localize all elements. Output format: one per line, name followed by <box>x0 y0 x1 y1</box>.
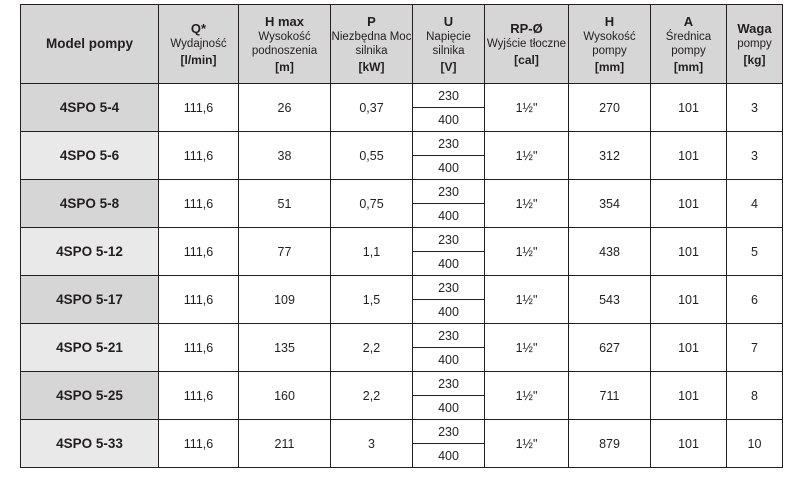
cell-hmax: 77 <box>239 228 331 276</box>
header-row <box>21 5 783 84</box>
column-header-u: U Napięcie silnika [V] <box>413 5 485 84</box>
column-header-q: Q* Wydajność [l/min] <box>159 5 239 84</box>
cell-voltage-400: 400 <box>413 108 485 132</box>
cell-model: 4SPO 5-8 <box>21 180 159 228</box>
cell-voltage-230: 230 <box>413 132 485 156</box>
table-row <box>21 228 783 252</box>
cell-hmax: 26 <box>239 84 331 132</box>
cell-p: 0,55 <box>331 132 413 180</box>
cell-rp: 1½" <box>485 228 569 276</box>
pump-specification-table <box>20 4 783 468</box>
cell-waga: 3 <box>727 84 783 132</box>
cell-h: 270 <box>569 84 651 132</box>
cell-q: 111,6 <box>159 180 239 228</box>
cell-rp: 1½" <box>485 132 569 180</box>
table-row <box>21 84 783 108</box>
table-row <box>21 276 783 300</box>
cell-voltage-400: 400 <box>413 444 485 468</box>
column-header-rp: RP-Ø Wyjście tłoczne [cal] <box>485 5 569 84</box>
table-header <box>21 5 783 84</box>
cell-p: 0,37 <box>331 84 413 132</box>
cell-hmax: 109 <box>239 276 331 324</box>
cell-waga: 7 <box>727 324 783 372</box>
cell-a: 101 <box>651 84 727 132</box>
cell-p: 3 <box>331 420 413 468</box>
cell-q: 111,6 <box>159 324 239 372</box>
cell-model: 4SPO 5-25 <box>21 372 159 420</box>
cell-p: 0,75 <box>331 180 413 228</box>
cell-voltage-400: 400 <box>413 300 485 324</box>
cell-h: 711 <box>569 372 651 420</box>
cell-a: 101 <box>651 372 727 420</box>
column-header-a: A Średnica pompy [mm] <box>651 5 727 84</box>
cell-voltage-230: 230 <box>413 84 485 108</box>
cell-hmax: 51 <box>239 180 331 228</box>
cell-voltage-400: 400 <box>413 348 485 372</box>
cell-voltage-400: 400 <box>413 204 485 228</box>
cell-waga: 6 <box>727 276 783 324</box>
cell-model: 4SPO 5-6 <box>21 132 159 180</box>
cell-model: 4SPO 5-17 <box>21 276 159 324</box>
cell-q: 111,6 <box>159 276 239 324</box>
column-header-p: P Niezbędna Moc silnika [kW] <box>331 5 413 84</box>
cell-waga: 3 <box>727 132 783 180</box>
cell-voltage-400: 400 <box>413 156 485 180</box>
table-row <box>21 180 783 204</box>
cell-q: 111,6 <box>159 84 239 132</box>
cell-hmax: 211 <box>239 420 331 468</box>
cell-rp: 1½" <box>485 420 569 468</box>
cell-model: 4SPO 5-33 <box>21 420 159 468</box>
column-header-model: Model pompy <box>21 5 159 84</box>
table-row <box>21 132 783 156</box>
cell-h: 627 <box>569 324 651 372</box>
cell-p: 2,2 <box>331 324 413 372</box>
cell-rp: 1½" <box>485 276 569 324</box>
cell-voltage-230: 230 <box>413 420 485 444</box>
cell-rp: 1½" <box>485 180 569 228</box>
cell-a: 101 <box>651 132 727 180</box>
table-row <box>21 324 783 348</box>
column-header-waga: Waga pompy [kg] <box>727 5 783 84</box>
cell-waga: 4 <box>727 180 783 228</box>
cell-p: 1,5 <box>331 276 413 324</box>
cell-rp: 1½" <box>485 372 569 420</box>
cell-hmax: 135 <box>239 324 331 372</box>
cell-waga: 10 <box>727 420 783 468</box>
cell-q: 111,6 <box>159 420 239 468</box>
cell-model: 4SPO 5-4 <box>21 84 159 132</box>
cell-a: 101 <box>651 180 727 228</box>
cell-model: 4SPO 5-21 <box>21 324 159 372</box>
cell-h: 354 <box>569 180 651 228</box>
column-header-hmax: H max Wysokość podnoszenia [m] <box>239 5 331 84</box>
page-root <box>0 4 802 477</box>
cell-a: 101 <box>651 228 727 276</box>
cell-voltage-400: 400 <box>413 252 485 276</box>
cell-q: 111,6 <box>159 228 239 276</box>
cell-waga: 8 <box>727 372 783 420</box>
cell-voltage-230: 230 <box>413 276 485 300</box>
cell-a: 101 <box>651 324 727 372</box>
cell-voltage-230: 230 <box>413 180 485 204</box>
cell-h: 438 <box>569 228 651 276</box>
column-header-h: H Wysokość pompy [mm] <box>569 5 651 84</box>
table-body <box>21 84 783 468</box>
cell-voltage-230: 230 <box>413 228 485 252</box>
cell-h: 543 <box>569 276 651 324</box>
table-row <box>21 420 783 444</box>
cell-q: 111,6 <box>159 132 239 180</box>
cell-a: 101 <box>651 420 727 468</box>
cell-hmax: 38 <box>239 132 331 180</box>
cell-p: 1,1 <box>331 228 413 276</box>
cell-hmax: 160 <box>239 372 331 420</box>
cell-h: 312 <box>569 132 651 180</box>
cell-voltage-230: 230 <box>413 372 485 396</box>
cell-waga: 5 <box>727 228 783 276</box>
cell-q: 111,6 <box>159 372 239 420</box>
table-row <box>21 372 783 396</box>
cell-h: 879 <box>569 420 651 468</box>
cell-rp: 1½" <box>485 324 569 372</box>
cell-a: 101 <box>651 276 727 324</box>
cell-p: 2,2 <box>331 372 413 420</box>
cell-model: 4SPO 5-12 <box>21 228 159 276</box>
cell-rp: 1½" <box>485 84 569 132</box>
cell-voltage-400: 400 <box>413 396 485 420</box>
cell-voltage-230: 230 <box>413 324 485 348</box>
